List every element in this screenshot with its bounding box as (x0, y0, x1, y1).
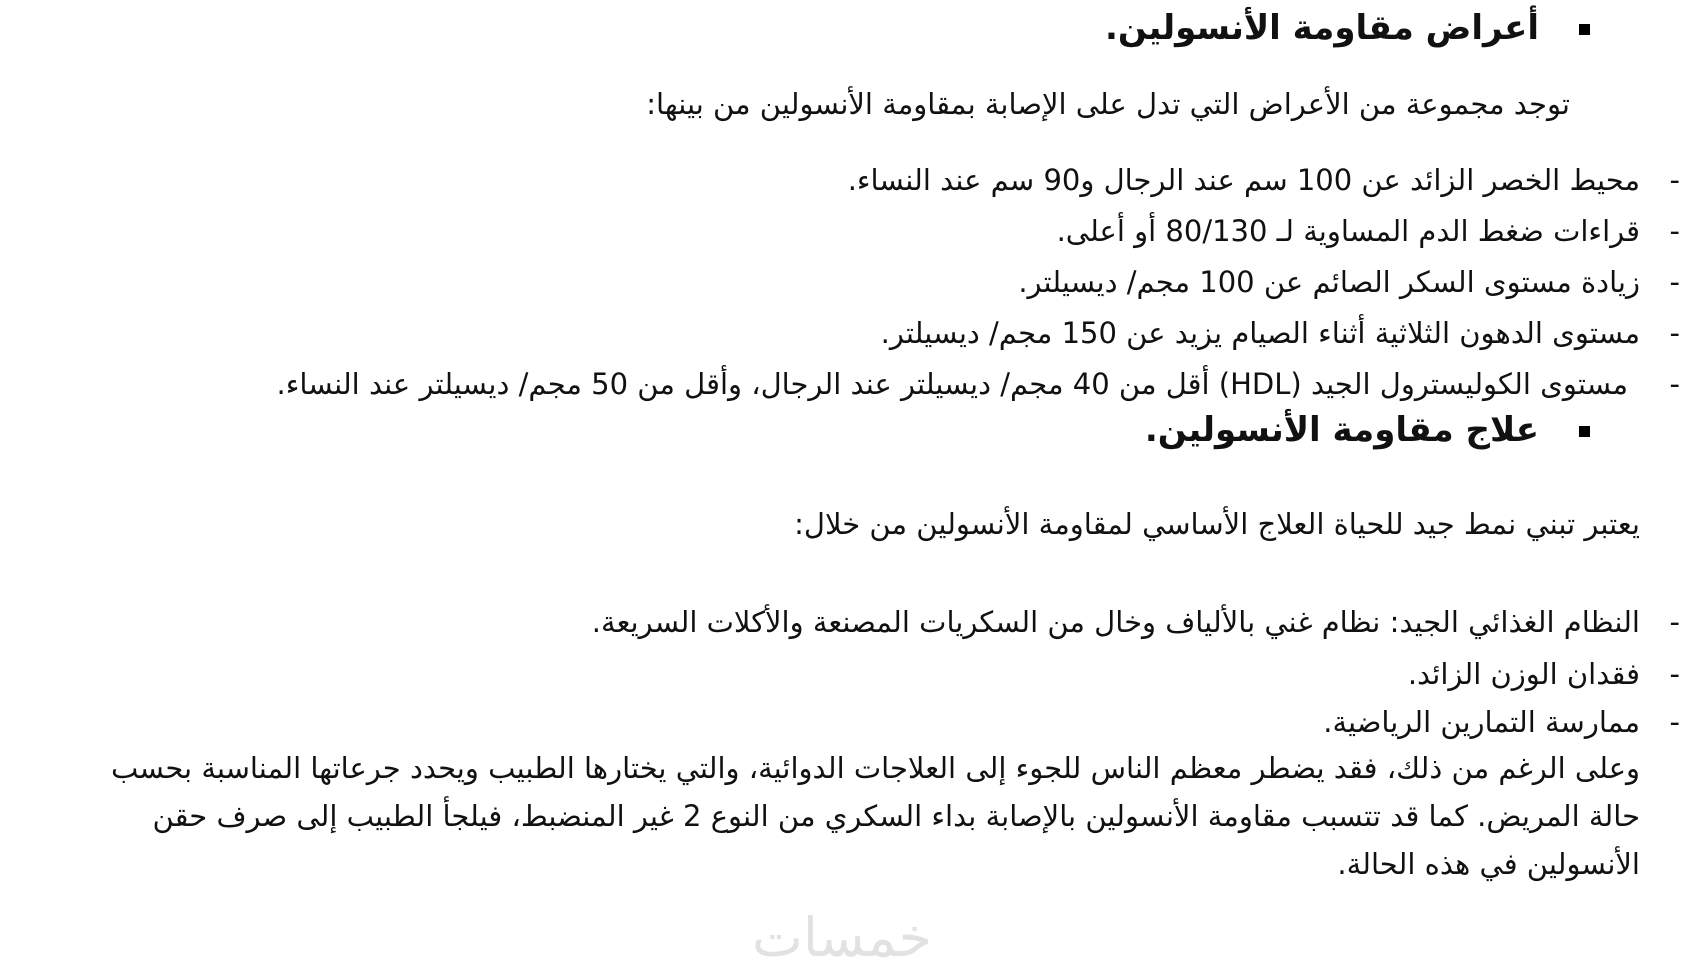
dash-bullet: - (1669, 265, 1680, 299)
list-item-text: محيط الخصر الزائد عن 100 سم عند الرجال و90 سم عند النساء. (847, 163, 1640, 197)
treatment-intro: يعتبر تبني نمط جيد للحياة العلاج الأساسي لمقاومة الأنسولين من خلال: (794, 507, 1640, 541)
closing-line: الأنسولين في هذه الحالة. (1337, 847, 1640, 881)
list-item-text: فقدان الوزن الزائد. (1407, 657, 1640, 691)
dash-bullet: - (1669, 705, 1680, 739)
treatment-heading-text: علاج مقاومة الأنسولين. (1144, 410, 1539, 450)
list-item-text: مستوى الدهون الثلاثية أثناء الصيام يزيد عن 150 مجم/ ديسيلتر. (880, 316, 1640, 350)
dash-bullet: - (1669, 657, 1680, 691)
list-item-text: مستوى الكوليسترول الجيد (HDL) أقل من 40 مجم/ ديسيلتر عند الرجال، وأقل من 50 مجم/ ديسيلتر عند النساء. (276, 367, 1628, 401)
dash-bullet: - (1669, 605, 1680, 639)
closing-paragraph (0, 744, 1640, 888)
dash-bullet: - (1669, 214, 1680, 248)
list-item-text: قراءات ضغط الدم المساوية لـ 80/130 أو أعلى. (1056, 214, 1640, 248)
list-item-text: ممارسة التمارين الرياضية. (1323, 705, 1640, 739)
symptoms-intro: توجد مجموعة من الأعراض التي تدل على الإصابة بمقاومة الأنسولين من بينها: (646, 87, 1570, 121)
closing-line: وعلى الرغم من ذلك، فقد يضطر معظم الناس للجوء إلى العلاجات الدوائية، والتي يختارها الطبيب ويحدد جرعاتها المناسبة بحسب (110, 751, 1640, 785)
square-bullet-icon (1579, 426, 1590, 437)
treatment-heading (1145, 410, 1590, 451)
symptoms-heading (1105, 8, 1590, 49)
dash-bullet: - (1669, 367, 1680, 401)
dash-bullet: - (1669, 163, 1680, 197)
square-bullet-icon (1579, 24, 1590, 35)
list-item-text: النظام الغذائي الجيد: نظام غني بالألياف وخال من السكريات المصنعة والأكلات السريعة. (591, 605, 1640, 639)
watermark-logo: خمسات (752, 906, 933, 969)
list-item-text: زيادة مستوى السكر الصائم عن 100 مجم/ ديسيلتر. (1018, 265, 1640, 299)
closing-line: حالة المريض. كما قد تتسبب مقاومة الأنسولين بالإصابة بداء السكري من النوع 2 غير المنضبط، فيلجأ الطبيب إلى صرف حقن (152, 799, 1640, 833)
dash-bullet: - (1669, 316, 1680, 350)
symptoms-heading-text: أعراض مقاومة الأنسولين. (1105, 8, 1539, 48)
